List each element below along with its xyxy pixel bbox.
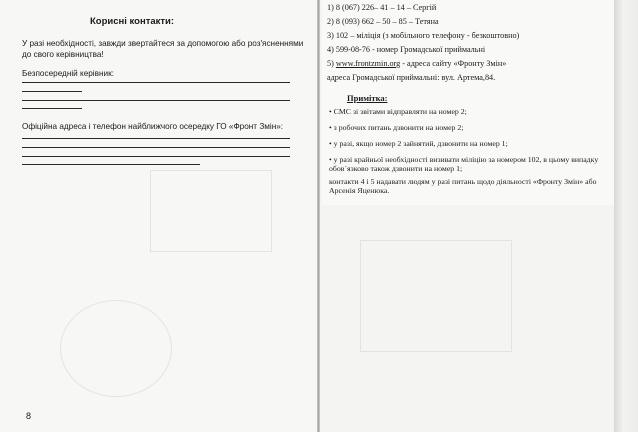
site-link[interactable]: www.frontzmin.org — [335, 59, 401, 68]
office-address: адреса Громадської приймальні: вул. Артема,84. — [327, 73, 496, 82]
bleed-through-shape — [60, 300, 172, 397]
left-page — [0, 0, 318, 432]
note-item: • у разі, якщо номер 2 зайнятий, дзвонити на номер 1; — [329, 139, 508, 148]
site-prefix: 5) — [327, 59, 336, 68]
page-title: Корисні контакти: — [90, 16, 175, 27]
note-item: контакти 4 і 5 надавати людям у разі питань щодо діяльності «Фронту Змін» або — [329, 177, 597, 186]
contact-line: 2) 8 (093) 662 – 50 – 85 – Тетяна — [327, 17, 439, 26]
office-label: Офіційна адреса і телефон найближчого осередку ГО «Фронт Змін»: — [22, 122, 284, 131]
manager-label: Безпосередній керівник: — [22, 69, 114, 78]
note-item: • СМС зі звітами відправляти на номер 2; — [329, 107, 467, 116]
bleed-through-shape — [360, 240, 512, 352]
bleed-through-shape — [150, 170, 272, 252]
note-title: Примітка: — [347, 93, 388, 103]
bleed-through-text — [188, 58, 191, 70]
office-blank-line — [22, 138, 290, 139]
note-item-continued: обов`язково також дзвонити на номер 1; — [329, 164, 463, 173]
manager-blank-line — [22, 91, 82, 92]
contact-line: 4) 599-08-76 - номер Громадської приймальні — [327, 45, 486, 54]
site-suffix: - адреса сайту «Фронту Змін» — [400, 59, 507, 68]
manager-blank-line — [22, 100, 290, 101]
note-item-continued: Арсенія Яценюка. — [329, 186, 390, 195]
office-blank-line — [22, 147, 290, 148]
contact-line-site — [327, 59, 506, 68]
office-blank-line — [22, 156, 290, 157]
note-item: • з робочих питань дзвонити на номер 2; — [329, 123, 464, 132]
manager-blank-line — [22, 82, 290, 83]
contact-line: 3) 102 – міліція (з мобільного телефону - безкоштовно) — [327, 31, 520, 40]
intro-line-1: У разі необхідності, завжди звертайтеся за допомогою або роз'ясненнями — [22, 39, 304, 48]
page-edge — [614, 0, 638, 432]
manager-blank-line — [22, 108, 82, 109]
page-number: 8 — [26, 411, 32, 421]
note-item: • у разі крайньої необхідності визивати міліцію за номером 102, в цьому випадку — [329, 155, 599, 164]
contact-line: 1) 8 (067) 226– 41 – 14 – Сергій — [327, 3, 437, 12]
intro-line-2: до свого керівництва! — [22, 50, 104, 59]
office-blank-line — [22, 164, 200, 165]
